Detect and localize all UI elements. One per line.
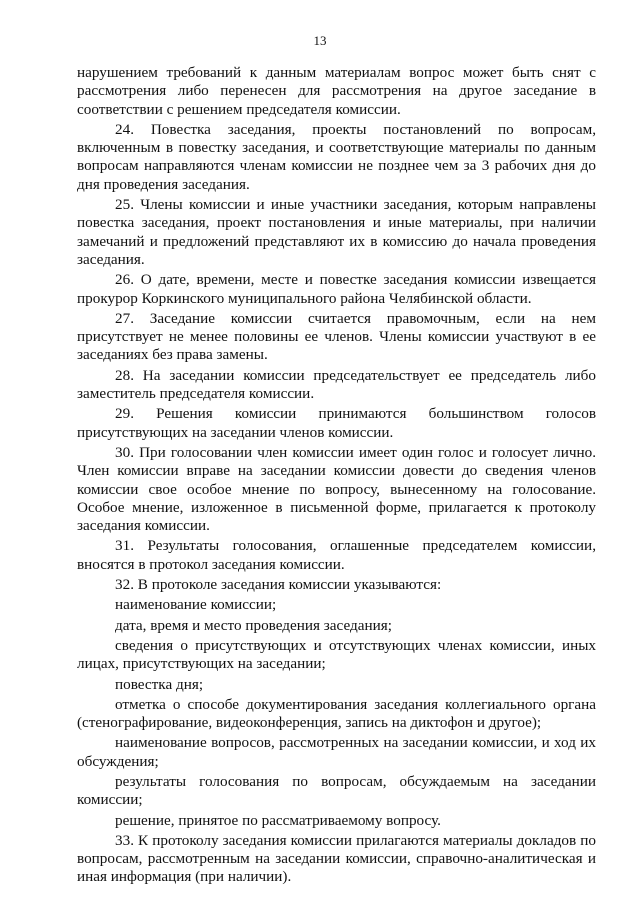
list-item-date-time-place: дата, время и место проведения заседания; [115, 616, 392, 634]
document-body [77, 64, 596, 887]
paragraph-item-32: 32. В протоколе заседания комиссии указываются: [115, 576, 442, 594]
paragraph-item-33: 33. К протоколу заседания комиссии прилагаются материалы докладов по вопросам, рассмотренным на заседании комиссии, справочно-аналитическая и иная информация (при наличии). [77, 831, 596, 886]
list-item-decision: решение, принятое по рассматриваемому вопросу. [115, 811, 441, 829]
list-item-questions-discussion: наименование вопросов, рассмотренных на заседании комиссии, и ход их обсуждения; [77, 734, 596, 770]
list-item-voting-results: результаты голосования по вопросам, обсуждаемым на заседании комиссии; [77, 772, 596, 809]
paragraph-item-31: 31. Результаты голосования, оглашенные председателем комиссии, вносятся в протокол заседания комиссии. [77, 537, 596, 573]
paragraph-item-26: 26. О дате, времени, месте и повестке заседания комиссии извещается прокурор Коркинского муниципального района Челябинской области. [77, 271, 596, 307]
page-number: 13 [313, 33, 327, 48]
paragraph-item-28: 28. На заседании комиссии председательствует ее председатель либо заместитель председателя комиссии. [77, 366, 596, 403]
paragraph-item-27: 27. Заседание комиссии считается правомочным, если на нем присутствует не менее половины ее членов. Члены комиссии участвуют в ее заседаниях без права замены. [77, 309, 596, 364]
list-item-agenda: повестка дня; [115, 675, 204, 693]
list-item-documentation-method: отметка о способе документирования заседания коллегиального органа (стенографирование, видеоконференция, запись на диктофон и другое); [77, 695, 596, 732]
paragraph-item-30: 30. При голосовании член комиссии имеет один голос и голосует лично. Член комиссии вправе на заседании комиссии довести до сведения членов комиссии свое особое мнение по вопросу, вынесенному на голосование. Особое мнение, изложенное в письменной форме, прилагается к протоколу заседания комиссии. [77, 443, 596, 535]
paragraph-item-25: 25. Члены комиссии и иные участники заседания, которым направлены повестка заседания, проект постановления и иные материалы, при наличии замечаний и предложений представляют их в комиссию до начала проведения заседания. [77, 196, 596, 268]
list-item-attendance: сведения о присутствующих и отсутствующих членах комиссии, иных лицах, присутствующих на заседании; [77, 636, 596, 673]
paragraph-item-29: 29. Решения комиссии принимаются большинством голосов присутствующих на заседании членов комиссии. [77, 405, 596, 441]
list-item-commission-name: наименование комиссии; [115, 596, 277, 614]
paragraph-item-24: 24. Повестка заседания, проекты постановлений по вопросам, включенным в повестку заседания, и соответствующие материалы по данным вопросам направляются членам комиссии не позднее чем за 3 рабочих дня до дня проведения заседания. [77, 120, 596, 193]
paragraph-continuation: нарушением требований к данным материалам вопрос может быть снят с рассмотрения либо перенесен для рассмотрения на другое заседание в соответствии с решением председателя комиссии. [77, 64, 596, 118]
